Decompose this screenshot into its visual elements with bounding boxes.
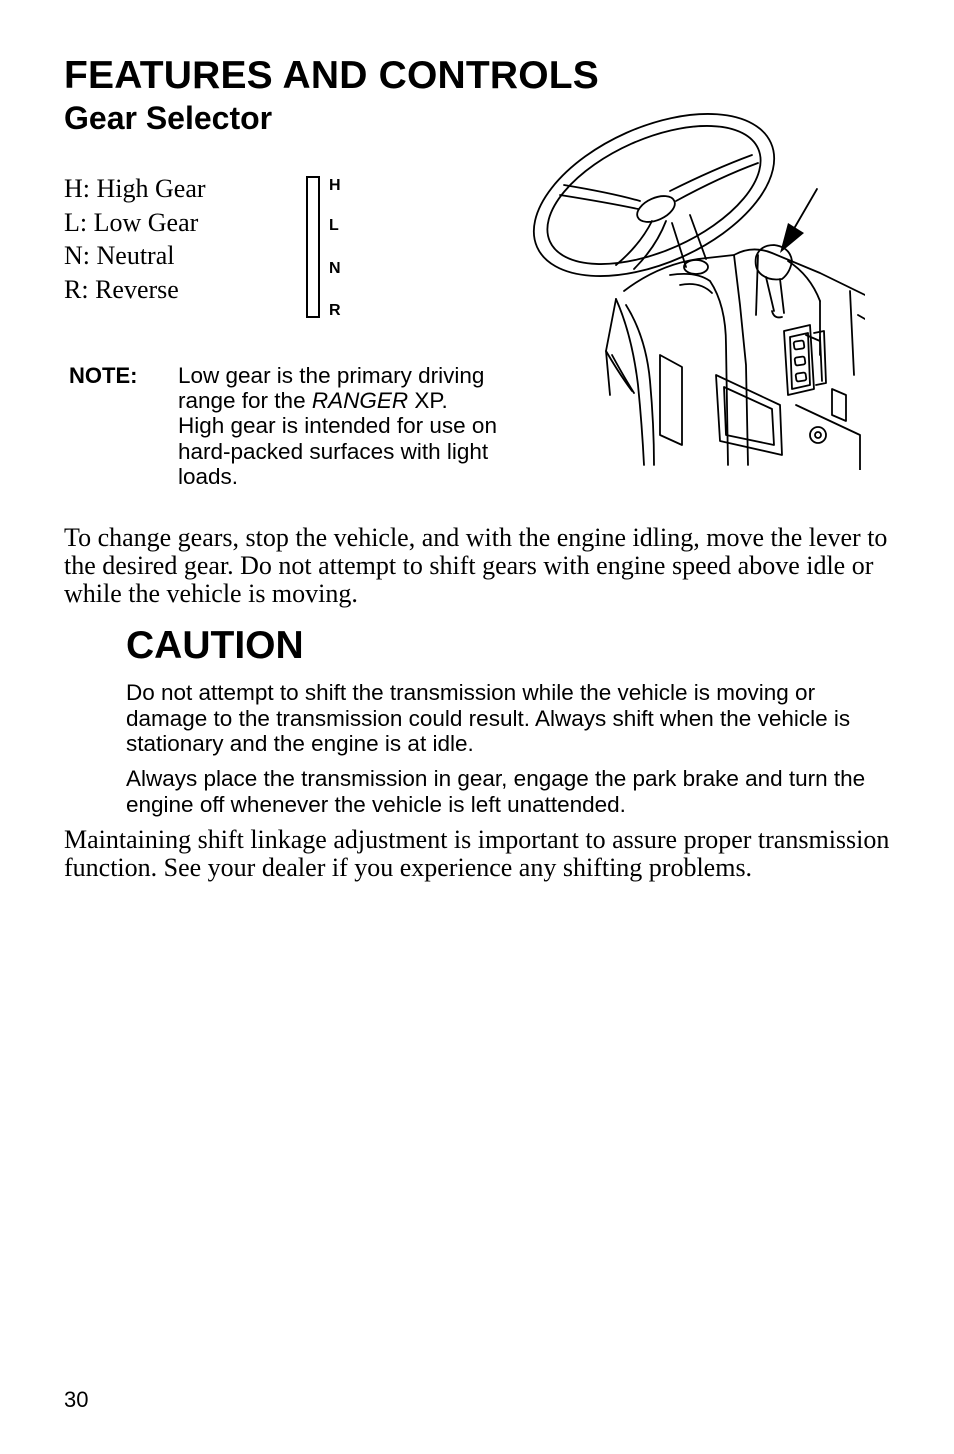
gear-list-item-low: L: Low Gear	[64, 207, 199, 237]
gear-list-item-neutral: N: Neutral	[64, 241, 175, 270]
gear-list	[64, 172, 206, 306]
section-title: FEATURES AND CONTROLS	[64, 54, 600, 97]
change-gears-paragraph: To change gears, stop the vehicle, and with the engine idling, move the lever to the desired gear. Do not attempt to shift gears with engine speed above idle or while the vehicle is moving.	[64, 523, 888, 608]
note-text	[178, 363, 498, 489]
caution-paragraph-2: Always place the transmission in gear, engage the park brake and turn the engine off whenever the vehicle is left unattended.	[126, 766, 866, 817]
gate-label-r: R	[329, 302, 341, 319]
note-text-after: XP. High gear is intended for use on hard-packed surfaces with light loads.	[178, 388, 497, 489]
note-text-before: Low gear is the primary driving range for the	[178, 363, 485, 414]
gate-label-l: L	[329, 217, 339, 234]
gate-label-n: N	[329, 260, 341, 277]
maintenance-paragraph: Maintaining shift linkage adjustment is important to assure proper transmission function. See your dealer if you experience any shifting problems.	[64, 825, 890, 882]
note-emphasis-ranger: RANGER	[311, 388, 409, 414]
arrow-head-icon	[780, 223, 804, 253]
caution-paragraph-1: Do not attempt to shift the transmission while the vehicle is moving or damage to the transmission could result. Always shift when the vehicle is stationary and the engine is at idle.	[126, 680, 851, 756]
gear-selector-illustration	[520, 105, 865, 470]
gear-list-item-high: H: High Gear	[64, 174, 206, 203]
shift-gate-slot	[306, 176, 320, 318]
gate-label-h: H	[329, 177, 341, 194]
note-label: NOTE:	[69, 363, 138, 388]
page-number: 30	[64, 1387, 89, 1412]
caution-title: CAUTION	[126, 624, 304, 667]
gear-list-item-reverse: R: Reverse	[64, 274, 179, 304]
sub-title: Gear Selector	[64, 100, 273, 136]
